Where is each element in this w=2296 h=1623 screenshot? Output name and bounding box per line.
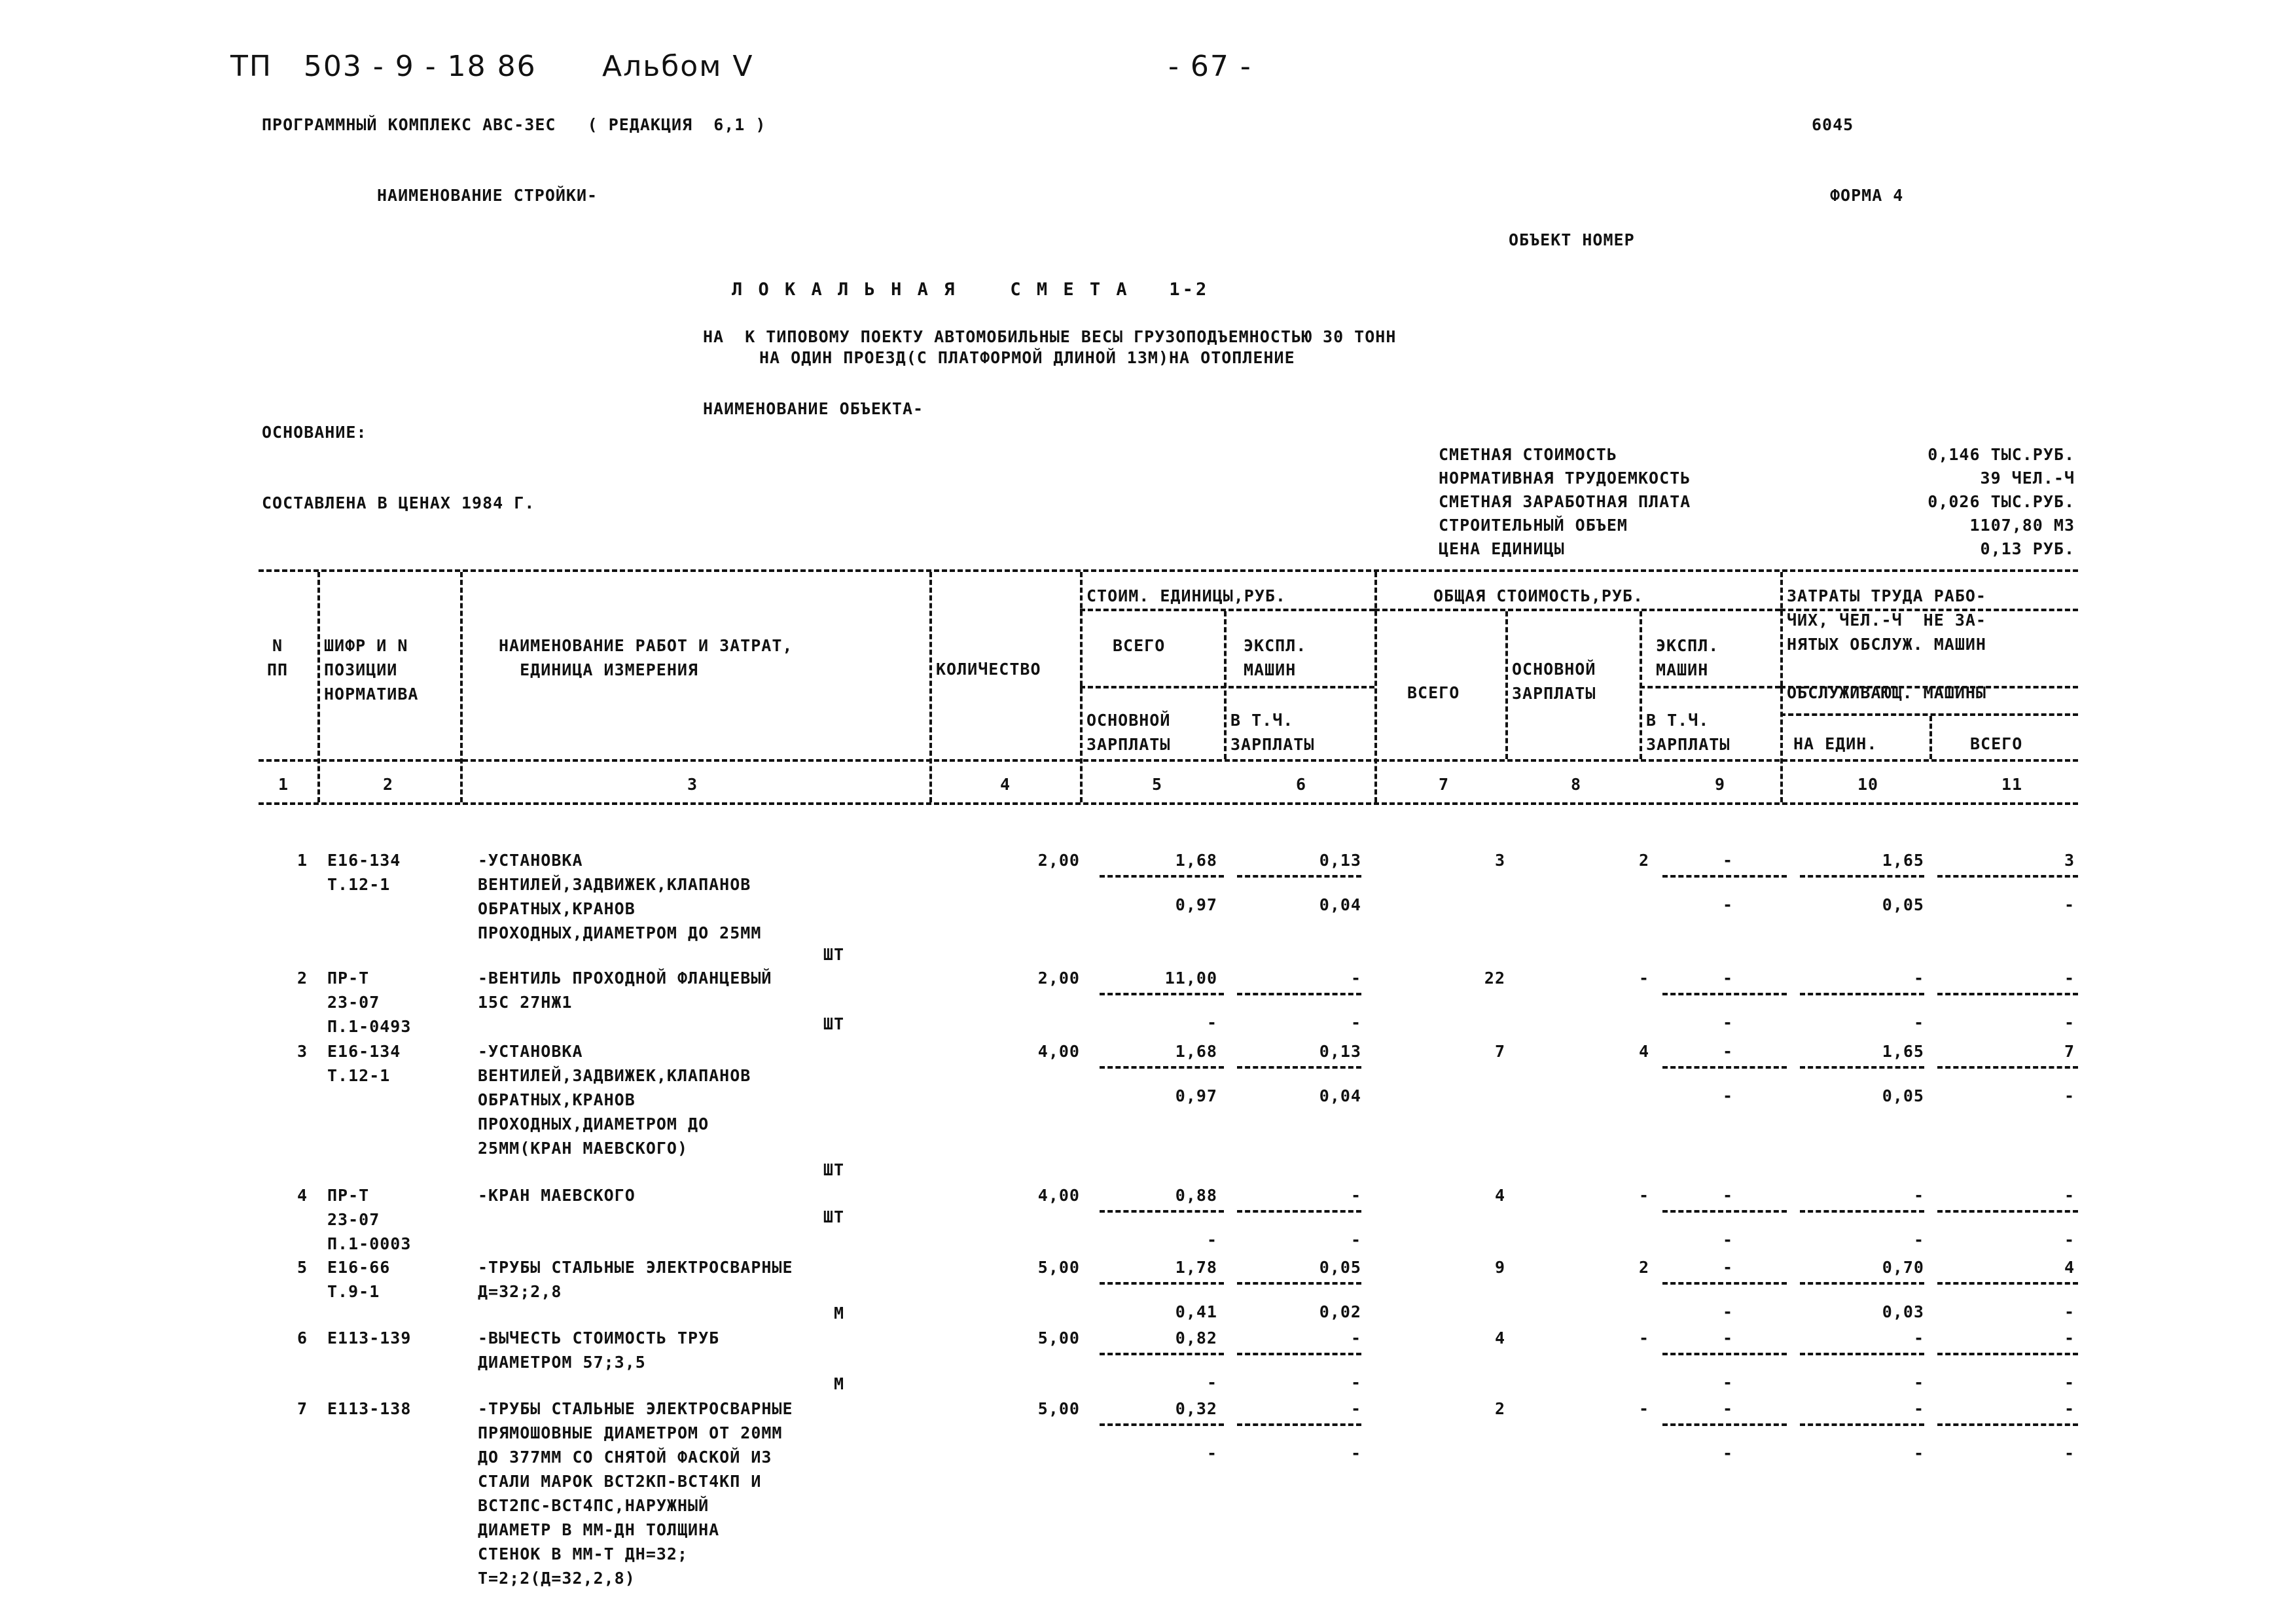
column-number: 4 [1000,775,1011,794]
row-unit-total: 11,00 [1164,969,1217,988]
row-labor-subrule [1800,1210,1924,1213]
row-total: 4 [1494,1329,1505,1347]
row-number: 3 [296,1042,308,1061]
row-labor-total-2: - [2064,1444,2075,1463]
row-unit-subrule [1237,993,1361,995]
row-total-pay: 4 [1638,1042,1649,1061]
row-labor-total: - [2064,1399,2075,1418]
sheet-code: 6045 [1812,115,1854,134]
column-number: 8 [1571,775,1582,794]
row-labor-unit-2: 0,05 [1882,1086,1924,1105]
estimate-title: Л О К А Л Ь Н А Я С М Е Т А 1-2 [732,279,1210,300]
row-mach-subrule [1662,1423,1787,1426]
column-number: 6 [1296,775,1307,794]
row-labor-subrule [1937,993,2078,995]
total-basic-pay-head: ОСНОВНОЙ ЗАРПЛАТЫ [1512,660,1596,703]
row-total: 2 [1494,1399,1505,1418]
row-mach-subrule [1662,875,1787,878]
row-total: 3 [1494,851,1505,870]
album-label: Альбом V [602,50,754,83]
row-labor-unit-2: 0,03 [1882,1302,1924,1321]
page-number: - 67 - [1168,50,1252,83]
row-total-mach-pay: - [1722,1302,1734,1321]
row-labor-total: - [2064,1186,2075,1205]
row-labor-unit-2: - [1913,1373,1924,1392]
row-unit-mach-pay: 0,04 [1319,895,1361,914]
total-cost-group: ОБЩАЯ СТОИМОСТЬ,РУБ. [1433,586,1644,605]
row-labor-subrule [1800,875,1924,878]
row-labor-subrule [1937,875,2078,878]
column-number: 11 [2001,775,2023,794]
row-unit-total: 1,78 [1175,1258,1217,1277]
row-unit-mach-pay: - [1350,1230,1361,1249]
row-unit: ШТ [823,1014,844,1033]
unit-cost-subrule [1080,609,1374,611]
purpose-line-2: НА ОДИН ПРОЕЗД(С ПЛАТФОРМОЙ ДЛИНОЙ 13М)НА ОТОПЛЕНИЕ [759,348,1295,367]
row-unit-subrule [1237,875,1361,878]
row-qty: 2,00 [1037,969,1080,988]
row-unit-total: 1,68 [1175,851,1217,870]
row-unit: ШТ [823,1207,844,1226]
row-labor-subrule [1937,1423,2078,1426]
row-unit-subrule [1237,1282,1361,1285]
program-line: ПРОГРАММНЫЙ КОМПЛЕКС АВС-3ЕС ( РЕДАКЦИЯ 6,1 ) [262,115,766,134]
row-total-mach: - [1722,1042,1734,1061]
header-top-rule [259,569,2078,572]
total-mach-head: ЭКСПЛ. МАШИН [1656,636,1719,679]
row-number: 5 [296,1258,308,1277]
col-divider [1505,611,1508,759]
row-labor-subrule [1937,1210,2078,1213]
row-total: 22 [1484,969,1505,988]
row-code: Е16-134 Т.12-1 [327,851,401,894]
row-number: 1 [296,851,308,870]
row-labor-subrule [1800,993,1924,995]
row-total-mach-pay: - [1722,1373,1734,1392]
column-number: 10 [1857,775,1879,794]
col-head-qty: КОЛИЧЕСТВО [936,660,1041,679]
row-unit-subrule [1237,1066,1361,1069]
row-unit-mach-pay: - [1350,1444,1361,1463]
row-unit-total: 0,32 [1175,1399,1217,1418]
row-qty: 5,00 [1037,1399,1080,1418]
row-labor-unit: 0,70 [1882,1258,1924,1277]
row-unit: ШТ [823,1160,844,1179]
row-code: ПР-Т 23-07 П.1-0493 [327,969,412,1036]
row-labor-subrule [1800,1066,1924,1069]
row-total-pay: - [1638,1329,1649,1347]
row-unit-subrule [1237,1423,1361,1426]
unit-basic-pay-head: ОСНОВНОЙ ЗАРПЛАТЫ [1086,711,1171,754]
col-divider [1929,716,1932,759]
row-unit-pay: 0,41 [1175,1302,1217,1321]
row-total-mach: - [1722,851,1734,870]
col-head-nn: N ПП [267,636,289,679]
row-unit-mach: - [1350,1329,1361,1347]
col-divider [929,572,932,802]
row-unit-mach-pay: - [1350,1013,1361,1032]
row-name: -ВЫЧЕСТЬ СТОИМОСТЬ ТРУБ ДИАМЕТРОМ 57;3,5 [478,1329,720,1372]
summary-value: 0,026 ТЫС.РУБ. [1928,492,2075,511]
column-number: 3 [687,775,698,794]
row-total-mach-pay: - [1722,895,1734,914]
row-total-pay: 2 [1638,851,1649,870]
row-unit-mach-pay: 0,02 [1319,1302,1361,1321]
summary-label: ЦЕНА ЕДИНИЦЫ [1439,539,1565,558]
row-code: Е16-134 Т.12-1 [327,1042,401,1085]
row-unit: М [833,1374,844,1393]
row-unit-mach: - [1350,1186,1361,1205]
row-unit-subrule [1237,1210,1361,1213]
unit-cost-group: СТОИМ. ЕДИНИЦЫ,РУБ. [1086,586,1286,605]
row-labor-total-2: - [2064,1373,2075,1392]
row-unit-total: 1,68 [1175,1042,1217,1061]
row-labor-total-2: - [2064,1013,2075,1032]
row-mach-subrule [1662,1210,1787,1213]
row-unit-pay: - [1206,1444,1217,1463]
row-unit-subrule [1237,1353,1361,1355]
labor-group-head: ЗАТРАТЫ ТРУДА РАБО- ЧИХ, ЧЕЛ.-Ч НЕ ЗА- НЯТЫХ ОБСЛУЖ. МАШИН [1787,586,1986,654]
row-labor-subrule [1937,1353,2078,1355]
column-number: 7 [1439,775,1450,794]
row-labor-unit-2: 0,05 [1882,895,1924,914]
row-unit: М [833,1304,844,1323]
row-total-mach-pay: - [1722,1230,1734,1249]
row-total: 9 [1494,1258,1505,1277]
col-divider [1080,572,1083,802]
col-divider [1224,611,1227,759]
row-number: 4 [296,1186,308,1205]
column-number: 2 [383,775,394,794]
row-total-mach: - [1722,1186,1734,1205]
row-qty: 2,00 [1037,851,1080,870]
row-total: 7 [1494,1042,1505,1061]
row-labor-total-2: - [2064,1302,2075,1321]
row-name: -ТРУБЫ СТАЛЬНЫЕ ЭЛЕКТРОСВАРНЫЕ ПРЯМОШОВНЫЕ ДИАМЕТРОМ ОТ 20ММ ДО 377ММ СО СНЯТОЙ ФАСКОЙ ИЗ СТАЛИ МАРОК ВСТ2КП-ВСТ4КП И ВСТ2ПС-ВСТ4ПС,НАРУЖНЫЙ ДИАМЕТР В ММ-ДН ТОЛЩИНА СТЕНОК В ММ-Т ДН=32; Т=2;2(Д=32,2,8) [478,1399,793,1588]
row-labor-subrule [1800,1423,1924,1426]
row-unit-total: 0,82 [1175,1329,1217,1347]
summary-value: 0,13 РУБ. [1980,539,2075,558]
row-unit-mach: 0,05 [1319,1258,1361,1277]
col-divider [1640,611,1642,759]
row-code: Е113-138 [327,1399,412,1418]
row-number: 7 [296,1399,308,1418]
row-labor-total: - [2064,969,2075,988]
col-head-name: НАИМЕНОВАНИЕ РАБОТ И ЗАТРАТ, ЕДИНИЦА ИЗМЕРЕНИЯ [499,636,793,679]
summary-value: 0,146 ТЫС.РУБ. [1928,445,2075,464]
row-labor-unit: - [1913,969,1924,988]
row-unit-pay: - [1206,1230,1217,1249]
row-labor-total: - [2064,1329,2075,1347]
row-total-mach-pay: - [1722,1013,1734,1032]
col-divider [1374,572,1377,802]
row-unit-pay: 0,97 [1175,1086,1217,1105]
row-total-mach: - [1722,1258,1734,1277]
row-unit-subrule [1100,875,1224,878]
row-name: -КРАН МАЕВСКОГО [478,1186,636,1205]
row-name: -ТРУБЫ СТАЛЬНЫЕ ЭЛЕКТРОСВАРНЫЕ Д=32;2,8 [478,1258,793,1301]
row-total-mach: - [1722,969,1734,988]
row-unit-pay: 0,97 [1175,895,1217,914]
col-divider [460,572,463,802]
total-all-head: ВСЕГО [1407,683,1460,702]
row-qty: 4,00 [1037,1042,1080,1061]
row-total-mach-pay: - [1722,1444,1734,1463]
row-code: ПР-Т 23-07 П.1-0003 [327,1186,412,1253]
unit-incl-pay-head: В Т.Ч. ЗАРПЛАТЫ [1230,711,1315,754]
row-qty: 5,00 [1037,1329,1080,1347]
row-mach-subrule [1662,1353,1787,1355]
row-unit-pay: - [1206,1373,1217,1392]
row-number: 6 [296,1329,308,1347]
row-unit-subrule [1100,1210,1224,1213]
row-code: Е16-66 Т.9-1 [327,1258,391,1301]
column-number: 9 [1715,775,1726,794]
row-unit: ШТ [823,945,844,964]
summary-value: 1107,80 М3 [1969,516,2075,535]
row-labor-unit: 1,65 [1882,851,1924,870]
row-labor-total-2: - [2064,895,2075,914]
row-code: Е113-139 [327,1329,412,1347]
row-labor-subrule [1800,1353,1924,1355]
unit-cost-subrule-2 [1080,686,1374,688]
row-number: 2 [296,969,308,988]
labor-total-head: ВСЕГО [1970,734,2023,753]
row-total-pay: - [1638,1399,1649,1418]
row-mach-subrule [1662,1282,1787,1285]
row-labor-unit-2: - [1913,1230,1924,1249]
row-labor-unit: - [1913,1329,1924,1347]
purpose-line-1: НА К ТИПОВОМУ ПОЕКТУ АВТОМОБИЛЬНЫЕ ВЕСЫ ГРУЗОПОДЪЕМНОСТЬЮ 30 ТОНН [703,327,1397,346]
row-labor-total: 7 [2064,1042,2075,1061]
summary-value: 39 ЧЕЛ.-Ч [1980,469,2075,488]
row-labor-total-2: - [2064,1230,2075,1249]
row-unit-subrule [1100,1066,1224,1069]
row-unit-mach-pay: 0,04 [1319,1086,1361,1105]
mach-subrule [1640,686,1780,688]
row-labor-unit-2: - [1913,1013,1924,1032]
row-unit-subrule [1100,993,1224,995]
object-number: ОБЪЕКТ НОМЕР [1509,230,1635,249]
total-incl-pay-head: В Т.Ч. ЗАРПЛАТЫ [1646,711,1731,754]
row-total-mach: - [1722,1329,1734,1347]
construction-name: НАИМЕНОВАНИЕ СТРОЙКИ- [377,186,598,205]
header-mid-rule [259,759,2078,762]
col-head-code: ШИФР И N ПОЗИЦИИ НОРМАТИВА [324,636,419,704]
row-unit-subrule [1100,1282,1224,1285]
unit-mach-head: ЭКСПЛ. МАШИН [1244,636,1307,679]
labor-sub-head: ОБСЛУЖИВАЮЩ. МАШИНЫ [1787,683,1986,702]
row-unit-total: 0,88 [1175,1186,1217,1205]
column-number: 1 [278,775,289,794]
row-total-pay: 2 [1638,1258,1649,1277]
row-name: -ВЕНТИЛЬ ПРОХОДНОЙ ФЛАНЦЕВЫЙ 15С 27НЖ1 [478,969,772,1012]
row-labor-subrule [1937,1282,2078,1285]
row-unit-mach: 0,13 [1319,851,1361,870]
row-total-pay: - [1638,969,1649,988]
price-level: СОСТАВЛЕНА В ЦЕНАХ 1984 Г. [262,493,535,512]
row-unit-mach: - [1350,969,1361,988]
summary-label: НОРМАТИВНАЯ ТРУДОЕМКОСТЬ [1439,469,1691,488]
row-mach-subrule [1662,1066,1787,1069]
column-number: 5 [1152,775,1163,794]
form-label: ФОРМА 4 [1830,186,1904,205]
row-total-mach-pay: - [1722,1086,1734,1105]
row-unit-mach-pay: - [1350,1373,1361,1392]
row-qty: 4,00 [1037,1186,1080,1205]
row-qty: 5,00 [1037,1258,1080,1277]
row-unit-subrule [1100,1423,1224,1426]
row-labor-unit: - [1913,1399,1924,1418]
object-name: НАИМЕНОВАНИЕ ОБЪЕКТА- [703,399,924,418]
row-name: -УСТАНОВКА ВЕНТИЛЕЙ,ЗАДВИЖЕК,КЛАПАНОВ ОБРАТНЫХ,КРАНОВ ПРОХОДНЫХ,ДИАМЕТРОМ ДО 25ММ [478,851,762,942]
row-name: -УСТАНОВКА ВЕНТИЛЕЙ,ЗАДВИЖЕК,КЛАПАНОВ ОБРАТНЫХ,КРАНОВ ПРОХОДНЫХ,ДИАМЕТРОМ ДО 25ММ(КРАН МАЕВСКОГО) [478,1042,751,1158]
col-divider [317,572,320,802]
row-unit-subrule [1100,1353,1224,1355]
row-labor-subrule [1800,1282,1924,1285]
row-unit-mach: - [1350,1399,1361,1418]
row-unit-pay: - [1206,1013,1217,1032]
total-cost-subrule [1374,609,1780,611]
summary-label: СМЕТНАЯ ЗАРАБОТНАЯ ПЛАТА [1439,492,1691,511]
row-total: 4 [1494,1186,1505,1205]
row-labor-total: 3 [2064,851,2075,870]
row-labor-unit-2: - [1913,1444,1924,1463]
summary-label: СМЕТНАЯ СТОИМОСТЬ [1439,445,1617,464]
doc-code: ТП 503 - 9 - 18 86 [230,50,537,83]
basis-label: ОСНОВАНИЕ: [262,423,367,442]
row-labor-unit: 1,65 [1882,1042,1924,1061]
col-divider [1780,572,1783,802]
row-labor-total: 4 [2064,1258,2075,1277]
row-total-mach: - [1722,1399,1734,1418]
header-bottom-rule [259,802,2078,805]
row-labor-total-2: - [2064,1086,2075,1105]
row-total-pay: - [1638,1186,1649,1205]
labor-per-unit-head: НА ЕДИН. [1793,734,1878,753]
summary-label: СТРОИТЕЛЬНЫЙ ОБЪЕМ [1439,516,1628,535]
row-labor-subrule [1937,1066,2078,1069]
row-labor-unit: - [1913,1186,1924,1205]
unit-total-head: ВСЕГО [1113,636,1166,655]
row-mach-subrule [1662,993,1787,995]
row-unit-mach: 0,13 [1319,1042,1361,1061]
